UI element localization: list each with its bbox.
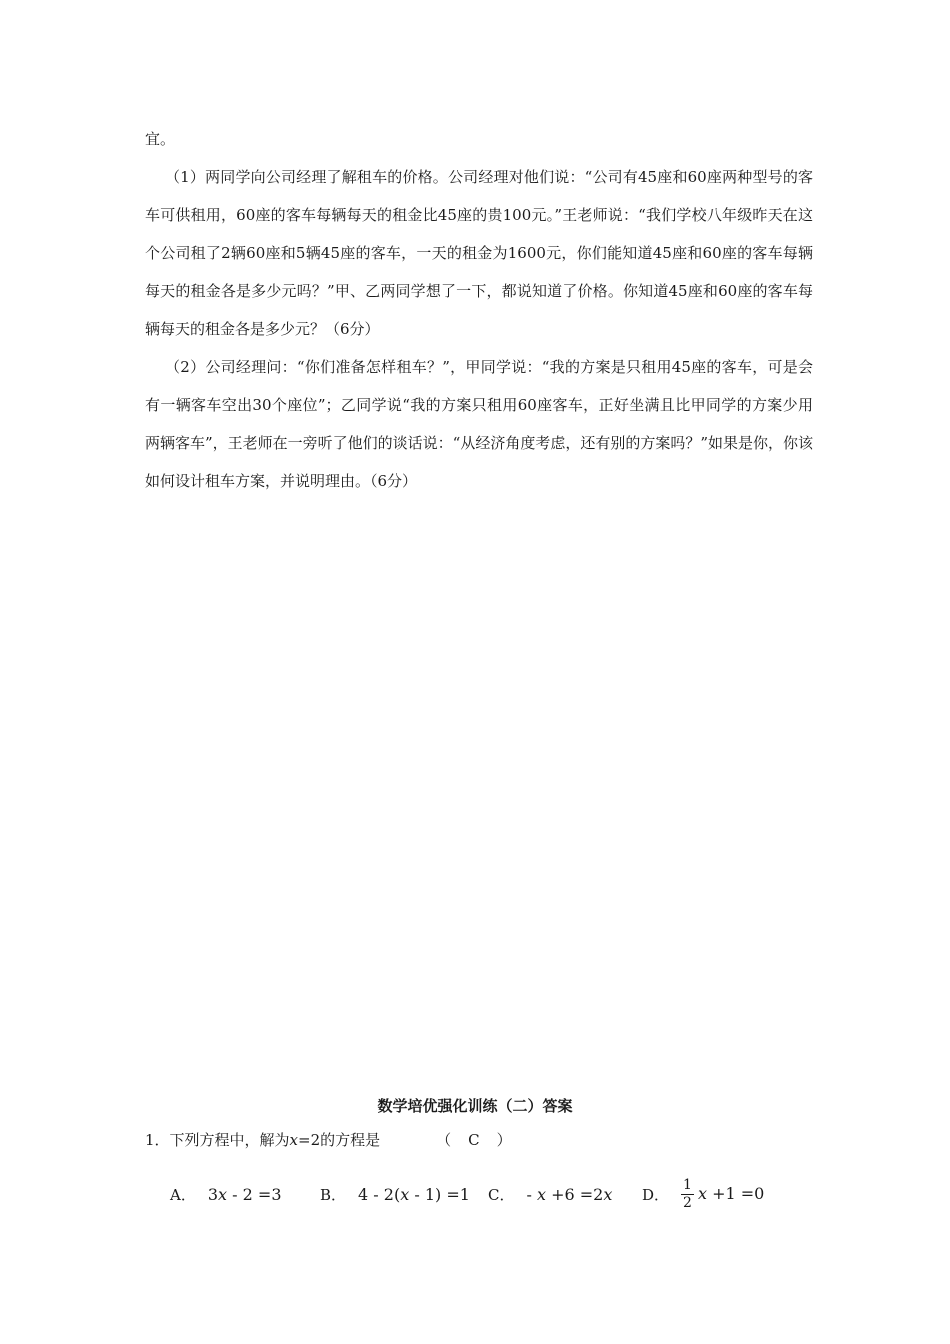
question-1-answer: （ C ） — [436, 1131, 513, 1149]
option-c-pre: - — [526, 1184, 537, 1204]
continuation-line: 宜。 — [145, 130, 176, 148]
option-b-var: x — [400, 1184, 410, 1204]
option-c-expression — [526, 1185, 612, 1204]
question-1-options — [170, 1172, 810, 1216]
question-1-suffix: 的方程是 — [320, 1131, 381, 1149]
option-a-expression — [208, 1185, 282, 1204]
option-a-coef: 3 — [207, 1184, 219, 1204]
answer-section-title: 数学培优强化训练（二）答案 — [377, 1097, 573, 1115]
option-d-expression — [681, 1177, 764, 1212]
option-c-mid: +6 =2 — [546, 1184, 604, 1204]
fraction-numerator: 1 — [683, 1176, 692, 1193]
option-c-var: x — [536, 1184, 547, 1204]
option-b-expression — [358, 1185, 470, 1204]
fraction-denominator: 2 — [683, 1194, 692, 1211]
option-c-var2: x — [603, 1184, 613, 1204]
option-b-pre: 4 - 2( — [358, 1184, 401, 1204]
question-1-variable: x — [289, 1131, 299, 1149]
option-b — [320, 1172, 470, 1216]
option-a-label: A． — [170, 1185, 196, 1204]
problem-part-1: （1）两同学向公司经理了解租车的价格。公司经理对他们说：“公司有45座和60座两种型号的客车可供租用，60座的客车每辆每天的租金比45座的贵100元。”王老师说：“我们学校八年级昨天在这个公司租了2辆60座和5辆45座的客车，一天的租金为1600元，你们能知道45座和60座的客车每辆每天的租金各是多少元吗？”甲、乙两同学想了一下，都说知道了价格。你知道45座和60座的客车每辆每天的租金各是多少元？（6分） — [145, 168, 813, 338]
problem-text — [145, 120, 813, 500]
option-a — [170, 1172, 282, 1216]
option-c-label: C． — [488, 1185, 515, 1204]
option-d-var: x — [697, 1183, 707, 1203]
option-d-label: D． — [642, 1185, 670, 1204]
option-b-post: - 1) =1 — [409, 1184, 470, 1204]
question-1 — [145, 1128, 813, 1152]
option-c — [488, 1172, 612, 1216]
option-a-var: x — [218, 1184, 228, 1204]
option-d-fraction — [681, 1177, 694, 1212]
option-b-label: B． — [320, 1185, 347, 1204]
problem-part-2: （2）公司经理问：“你们准备怎样租车？”，甲同学说：“我的方案是只租用45座的客车，可是会有一辆客车空出30个座位”；乙同学说“我的方案只租用60座客车，正好坐满且比甲同学的方案少用两辆客车”，王老师在一旁听了他们的谈话说：“从经济角度考虑，还有别的方案吗？”如果是你，你该如何设计租车方案，并说明理由。（6分） — [145, 358, 814, 490]
question-1-prefix: 1．下列方程中，解为 — [145, 1131, 290, 1149]
option-d-post: +1 =0 — [706, 1183, 765, 1203]
option-a-rest: - 2 =3 — [227, 1184, 282, 1204]
option-d — [642, 1172, 764, 1216]
question-1-condition: =2 — [298, 1131, 321, 1149]
